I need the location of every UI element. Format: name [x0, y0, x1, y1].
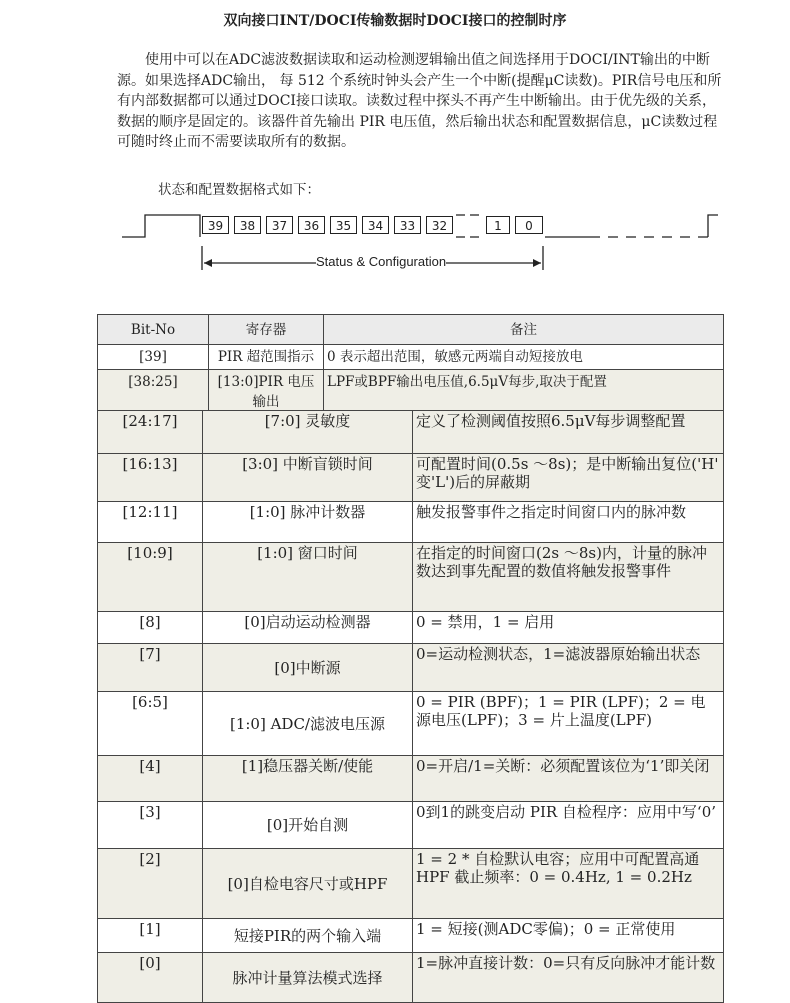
note-cell: 1 = 短接(测ADC零偏)；0 = 正常使用	[413, 919, 724, 953]
timing-diagram	[0, 0, 790, 290]
register-table-bottom	[97, 410, 724, 1003]
register-cell: [0]中断源	[203, 644, 413, 692]
bit-cell: [0]	[98, 953, 203, 1003]
register-cell: [3:0] 中断盲锁时间	[203, 454, 413, 502]
table-row	[98, 612, 724, 644]
table-row	[98, 692, 724, 756]
table-row	[98, 345, 724, 370]
register-cell: [1]稳压器关断/使能	[203, 756, 413, 802]
bit-box: 33	[394, 216, 421, 234]
register-cell: [1:0] 脉冲计数器	[203, 502, 413, 543]
note-cell: 0=运动检测状态，1=滤波器原始输出状态	[413, 644, 724, 692]
bit-box: 1	[486, 216, 510, 234]
note-cell: 0 = PIR (BPF)；1 = PIR (LPF)；2 = 电源电压(LPF)；3 = 片上温度(LPF)	[413, 692, 724, 756]
bit-cell: [16:13]	[98, 454, 203, 502]
status-config-label: Status & Configuration	[316, 254, 447, 269]
header-bit-no: Bit-No	[98, 315, 209, 345]
table-row	[98, 849, 724, 919]
note-cell: 0=开启/1=关断：必须配置该位为‘1’即关闭	[413, 756, 724, 802]
bit-box: 32	[426, 216, 453, 234]
header-notes: 备注	[324, 315, 724, 345]
bit-cell: [24:17]	[98, 411, 203, 454]
page-title: 双向接口INT/DOCI传输数据时DOCI接口的控制时序	[223, 13, 567, 29]
header-register: 寄存器	[209, 315, 324, 345]
table-row	[98, 919, 724, 953]
table-row	[98, 502, 724, 543]
span-arrow-right-head	[533, 259, 541, 267]
note-cell: 0 = 禁用，1 = 启用	[413, 612, 724, 644]
table-row	[98, 370, 724, 415]
bit-box: 37	[266, 216, 293, 234]
note-cell: 在指定的时间窗口(2s ～8s)内，计量的脉冲数达到事先配置的数值将触发报警事件	[413, 543, 724, 612]
bit-cell: [3]	[98, 802, 203, 849]
table-row	[98, 756, 724, 802]
table-row	[98, 411, 724, 454]
span-arrow-left-head	[204, 259, 212, 267]
register-cell: [0]自检电容尺寸或HPF	[203, 849, 413, 919]
table-header-row	[98, 315, 724, 345]
bit-cell: [39]	[98, 345, 209, 370]
note-cell: 定义了检测阈值按照6.5μV每步调整配置	[413, 411, 724, 454]
format-label: 状态和配置数据格式如下：	[158, 182, 320, 198]
register-cell: [1:0] ADC/滤波电压源	[203, 692, 413, 756]
bit-cell: [7]	[98, 644, 203, 692]
register-cell: 脉冲计量算法模式选择	[203, 953, 413, 1003]
signal-left-edge	[122, 215, 200, 237]
table-row	[98, 543, 724, 612]
signal-right-edge	[708, 215, 718, 237]
bit-cell: [4]	[98, 756, 203, 802]
note-cell: 触发报警事件之指定时间窗口内的脉冲数	[413, 502, 724, 543]
register-cell: [0]启动运动检测器	[203, 612, 413, 644]
note-cell: LPF或BPF输出电压值,6.5μV每步,取决于配置	[324, 370, 724, 415]
bit-box: 35	[330, 216, 357, 234]
bit-cell: [1]	[98, 919, 203, 953]
bit-cell: [8]	[98, 612, 203, 644]
bit-cell: [2]	[98, 849, 203, 919]
bit-box: 38	[234, 216, 261, 234]
paragraph-text: 使用中可以在ADC滤波数据读取和运动检测逻辑输出值之间选择用于DOCI/INT输出的中断源。如果选择ADC输出， 每 512 个系统时钟头会产生一个中断(提醒μC读数)。PIR信号电压和所有内部数据都可以通过DOCI接口读取。读数过程中探头不再产生中断输出。由于优先级的关系，数据的顺序是固定的。该器件首先输出 PIR 电压值，然后输出状态和配置数据信息，μC读数过程可随时终止而不需要读取所有的数据。	[117, 52, 722, 150]
register-cell: PIR 超范围指示	[209, 345, 324, 370]
register-cell: [13:0]PIR 电压输出	[209, 370, 324, 415]
register-cell: 短接PIR的两个输入端	[203, 919, 413, 953]
bit-box: 36	[298, 216, 325, 234]
note-cell: 1 = 2 * 自检默认电容；应用中可配置高通HPF 截止频率：0 = 0.4Hz, 1 = 0.2Hz	[413, 849, 724, 919]
register-cell: [7:0] 灵敏度	[203, 411, 413, 454]
bit-cell: [38:25]	[98, 370, 209, 415]
register-table-top	[97, 314, 724, 415]
table-row	[98, 454, 724, 502]
table-row	[98, 802, 724, 849]
register-cell: [1:0] 窗口时间	[203, 543, 413, 612]
bit-cell: [6:5]	[98, 692, 203, 756]
bit-box: 34	[362, 216, 389, 234]
table-row	[98, 953, 724, 1003]
table-row	[98, 644, 724, 692]
bit-cell: [10:9]	[98, 543, 203, 612]
register-cell: [0]开始自测	[203, 802, 413, 849]
note-cell: 0 表示超出范围，敏感元两端自动短接放电	[324, 345, 724, 370]
bit-box: 39	[202, 216, 229, 234]
note-cell: 可配置时间(0.5s ～8s)；是中断输出复位('H' 变'L')后的屏蔽期	[413, 454, 724, 502]
note-cell: 0到1的跳变启动 PIR 自检程序：应用中写‘0’	[413, 802, 724, 849]
bit-box: 0	[515, 216, 543, 234]
note-cell: 1=脉冲直接计数：0=只有反向脉冲才能计数	[413, 953, 724, 1003]
bit-cell: [12:11]	[98, 502, 203, 543]
